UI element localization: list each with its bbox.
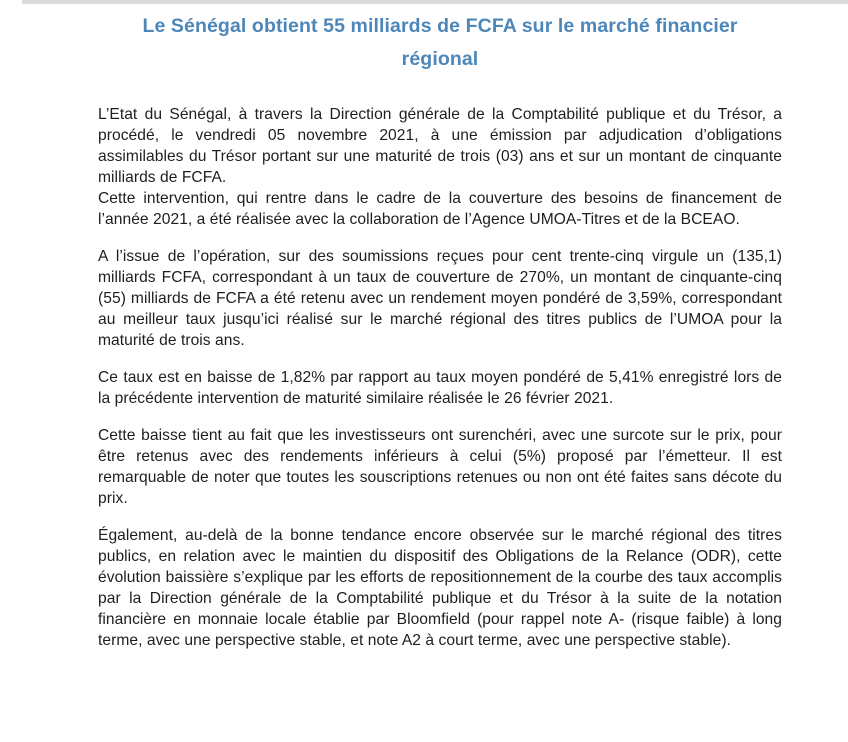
paragraph-bond-issuance: L’Etat du Sénégal, à travers la Direction générale de la Comptabilité publique et du Trésor, a procédé, le vendredi 05 novembre 2021, à une émission par adjudication d’obligations assimilables du Trésor portant sur une maturité de trois (03) ans et sur un montant de cinquante milliards de FCFA. (98, 106, 782, 186)
paragraph-auction-results: A l’issue de l’opération, sur des soumissions reçues pour cent trente-cinq virgule un (135,1) milliards FCFA, correspondant à un taux de couverture de 270%, un montant de cinquante-cinq (55) milliards de FCFA a été retenu avec un rendement moyen pondéré de 3,59%, correspondant au meilleur taux jusqu’ici réalisé sur le marché régional des titres publics de l’UMOA pour la maturité de trois ans. (98, 248, 782, 349)
paragraph-rate-decrease: Ce taux est en baisse de 1,82% par rapport au taux moyen pondéré de 5,41% enregistré lors de la précédente intervention de maturité similaire réalisée le 26 février 2021. (98, 369, 782, 407)
document-body (98, 104, 782, 651)
paragraph-collaboration: Cette intervention, qui rentre dans le cadre de la couverture des besoins de financement de l’année 2021, a été réalisée avec la collaboration de l’Agence UMOA-Titres et de la BCEAO. (98, 190, 782, 228)
document-title (0, 0, 848, 76)
paragraph-investor-behavior: Cette baisse tient au fait que les investisseurs ont surenchéri, avec une surcote sur le prix, pour être retenus avec des rendements inférieurs à celui (5%) proposé par l’émetteur. Il est remarquable de noter que toutes les souscriptions retenues ou non ont été faites sans décote du prix. (98, 427, 782, 507)
paragraph-market-context: Également, au-delà de la bonne tendance encore observée sur le marché régional des titres publics, en relation avec le maintien du dispositif des Obligations de la Relance (ODR), cette évolution baissière s’explique par les efforts de repositionnement de la courbe des taux accomplis par la Direction générale de la Comptabilité publique et du Trésor à la suite de la notation financière en monnaie locale établie par Bloomfield (pour rappel note A- (risque faible) à long terme, avec une perspective stable, et note A2 à court terme, avec une perspective stable). (98, 527, 782, 649)
title-line-1: Le Sénégal obtient 55 milliards de FCFA sur le marché financier (142, 15, 738, 37)
scan-edge-artifact (22, 0, 848, 4)
title-line-2: régional (401, 48, 479, 70)
